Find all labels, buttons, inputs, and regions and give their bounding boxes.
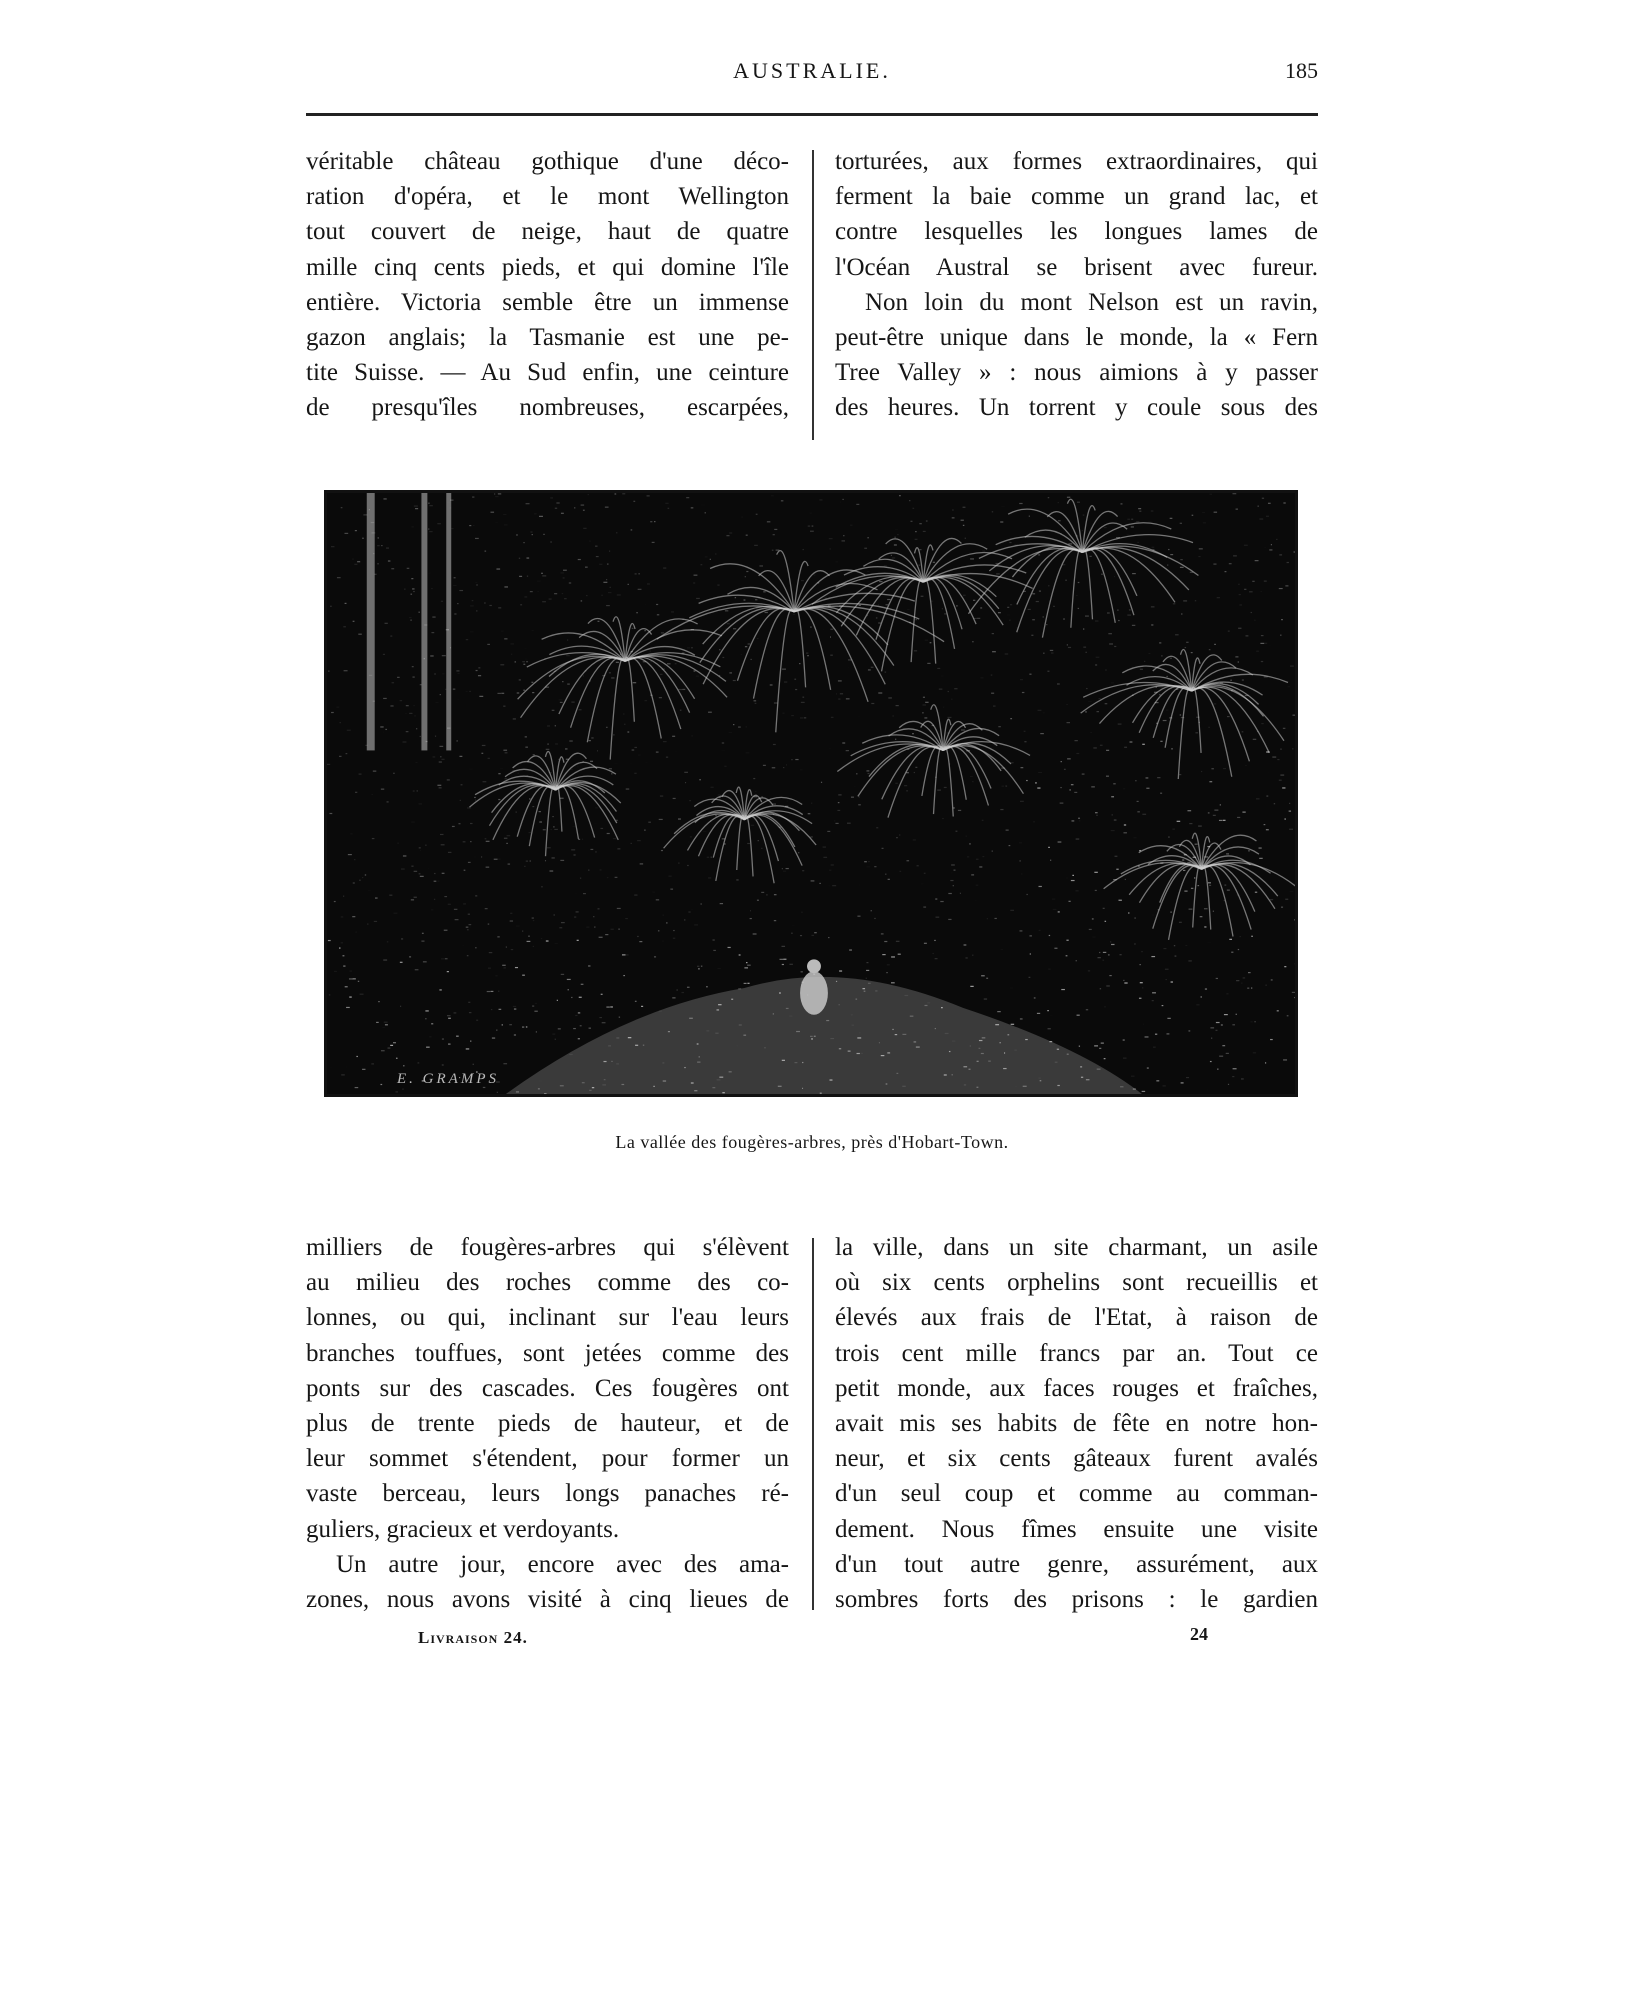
text-line: petit monde, aux faces rouges et fraîches, bbox=[835, 1374, 1318, 1402]
text-line: mille cinq cents pieds, et qui domine l'île bbox=[306, 253, 789, 281]
column-bottom-right bbox=[835, 1230, 1318, 1617]
column-divider bbox=[812, 150, 814, 440]
header-rule bbox=[306, 113, 1318, 116]
text-line: d'un seul coup et comme au comman- bbox=[835, 1480, 1318, 1508]
engraver-signature: E. GRAMPS bbox=[397, 1071, 499, 1087]
text-line: élevés aux frais de l'Etat, à raison de bbox=[835, 1304, 1318, 1332]
text-line: Un autre jour, encore avec des ama- bbox=[336, 1550, 789, 1578]
page-number: 185 bbox=[1285, 58, 1318, 83]
text-line: ferment la baie comme un grand lac, et bbox=[835, 183, 1318, 211]
text-line: tite Suisse. — Au Sud enfin, une ceinture bbox=[306, 359, 789, 387]
column-bottom-left bbox=[306, 1230, 789, 1617]
text-line: plus de trente pieds de hauteur, et de bbox=[306, 1409, 789, 1437]
text-line: véritable château gothique d'une déco- bbox=[306, 148, 789, 175]
text-line: peut-être unique dans le monde, la « Fern bbox=[835, 323, 1318, 351]
text-line: vaste berceau, leurs longs panaches ré- bbox=[306, 1480, 789, 1508]
running-title: AUSTRALIE. bbox=[733, 58, 891, 83]
fern-valley-engraving bbox=[327, 493, 1295, 1094]
figure-caption: La vallée des fougères-arbres, près d'Hobart-Town. bbox=[615, 1132, 1009, 1152]
text-line: dement. Nous fîmes ensuite une visite bbox=[835, 1515, 1318, 1543]
text-line: la ville, dans un site charmant, un asile bbox=[835, 1234, 1318, 1261]
text-line: milliers de fougères-arbres qui s'élèvent bbox=[306, 1234, 789, 1261]
signature-mark: 24 bbox=[1190, 1624, 1208, 1644]
column-top-left bbox=[306, 144, 789, 426]
text-line: des heures. Un torrent y coule sous des bbox=[835, 394, 1318, 422]
text-line: torturées, aux formes extraordinaires, qui bbox=[835, 148, 1318, 175]
text-line: où six cents orphelins sont recueillis et bbox=[835, 1269, 1318, 1297]
text-line: Tree Valley » : nous aimions à y passer bbox=[835, 359, 1318, 387]
text-line: guliers, gracieux et verdoyants. bbox=[306, 1515, 620, 1543]
engraving-illustration bbox=[324, 490, 1298, 1097]
text-line: sombres forts des prisons : le gardien bbox=[835, 1585, 1318, 1613]
text-line: au milieu des roches comme des co- bbox=[306, 1269, 789, 1297]
text-line: entière. Victoria semble être un immense bbox=[306, 288, 789, 316]
text-line: ration d'opéra, et le mont Wellington bbox=[306, 183, 789, 211]
text-line: lonnes, ou qui, inclinant sur l'eau leurs bbox=[306, 1304, 789, 1332]
text-line: Non loin du mont Nelson est un ravin, bbox=[865, 288, 1318, 316]
text-line: d'un tout autre genre, assurément, aux bbox=[835, 1550, 1318, 1578]
text-line: de presqu'îles nombreuses, escarpées, bbox=[306, 394, 789, 422]
text-line: zones, nous avons visité à cinq lieues de bbox=[306, 1585, 789, 1613]
text-line: ponts sur des cascades. Ces fougères ont bbox=[306, 1374, 789, 1402]
livraison-note: Livraison 24. bbox=[418, 1628, 528, 1647]
text-line: avait mis ses habits de fête en notre hon- bbox=[835, 1409, 1318, 1437]
text-line: trois cent mille francs par an. Tout ce bbox=[835, 1339, 1318, 1367]
text-line: leur sommet s'étendent, pour former un bbox=[306, 1445, 789, 1473]
running-head bbox=[306, 58, 1318, 94]
text-line: neur, et six cents gâteaux furent avalés bbox=[835, 1445, 1318, 1473]
text-line: l'Océan Austral se brisent avec fureur. bbox=[835, 253, 1318, 281]
text-line: branches touffues, sont jetées comme des bbox=[306, 1339, 789, 1367]
text-line: tout couvert de neige, haut de quatre bbox=[306, 218, 789, 246]
column-top-right bbox=[835, 144, 1318, 426]
column-divider bbox=[812, 1238, 814, 1610]
text-line: gazon anglais; la Tasmanie est une pe- bbox=[306, 323, 789, 351]
text-line: contre lesquelles les longues lames de bbox=[835, 218, 1318, 246]
